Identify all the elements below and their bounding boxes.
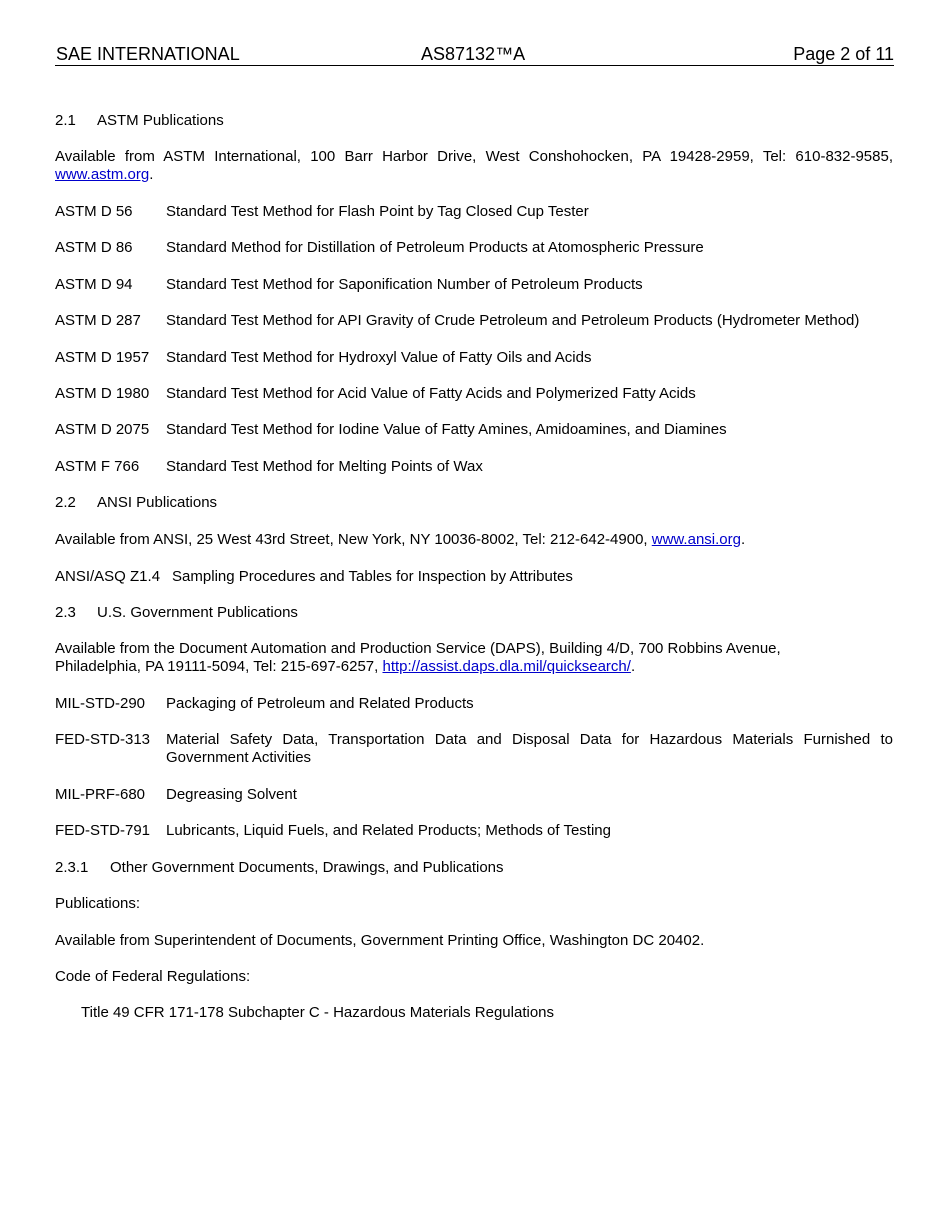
reference-code: ASTM D 56 xyxy=(55,203,133,220)
section-heading-ansi xyxy=(55,494,217,512)
ansi-availability-text: Available from ANSI, 25 West 43rd Street, New York, NY 10036-8002, Tel: 212-642-4900, xyxy=(55,531,648,548)
section-number: 2.2 xyxy=(55,494,76,511)
header-page-number: Page 2 of 11 xyxy=(793,44,894,64)
gov-availability xyxy=(55,640,893,658)
cfr-label: Code of Federal Regulations: xyxy=(55,968,251,985)
gov-availability-text-1: Available from the Document Automation and Production Service (DAPS), Building 4/D, 700 Robbins Avenue, xyxy=(55,640,781,657)
gov-link[interactable]: http://assist.daps.dla.mil/quicksearch/ xyxy=(382,658,631,675)
reference-title: Packaging of Petroleum and Related Products xyxy=(166,695,474,712)
reference-title: Standard Test Method for Hydroxyl Value of Fatty Oils and Acids xyxy=(166,349,592,366)
publications-availability: Available from Superintendent of Documents, Government Printing Office, Washington DC 20402. xyxy=(55,932,705,949)
section-number: 2.3.1 xyxy=(55,859,89,876)
header-org: SAE INTERNATIONAL xyxy=(56,44,240,64)
reference-title: Standard Test Method for Iodine Value of Fatty Amines, Amidoamines, and Diamines xyxy=(166,421,727,438)
reference-code: FED-STD-791 xyxy=(55,822,151,839)
reference-code: ANSI/ASQ Z1.4 xyxy=(55,568,161,585)
header-doc-id: AS87132™A xyxy=(421,44,526,64)
reference-code: FED-STD-313 xyxy=(55,731,151,748)
section-title: Other Government Documents, Drawings, and Publications xyxy=(110,859,504,876)
reference-code: ASTM F 766 xyxy=(55,458,140,475)
astm-link[interactable]: www.astm.org xyxy=(55,166,150,183)
reference-code: ASTM D 2075 xyxy=(55,421,150,438)
publications-label: Publications: xyxy=(55,895,141,912)
reference-code: ASTM D 1957 xyxy=(55,349,150,366)
reference-code: ASTM D 86 xyxy=(55,239,133,256)
page-header xyxy=(55,44,894,66)
section-number: 2.3 xyxy=(55,604,76,621)
reference-title: Degreasing Solvent xyxy=(166,786,297,803)
reference-title: Standard Test Method for Saponification Number of Petroleum Products xyxy=(166,276,643,293)
ansi-link[interactable]: www.ansi.org xyxy=(651,531,741,548)
reference-title: Sampling Procedures and Tables for Inspection by Attributes xyxy=(172,568,573,585)
reference-title: Standard Test Method for Acid Value of Fatty Acids and Polymerized Fatty Acids xyxy=(166,385,696,402)
reference-code: ASTM D 1980 xyxy=(55,385,150,402)
section-heading-other xyxy=(55,859,504,877)
reference-title: Standard Method for Distillation of Petroleum Products at Atomospheric Pressure xyxy=(166,239,704,256)
section-title: ASTM Publications xyxy=(97,112,224,129)
reference-code: ASTM D 94 xyxy=(55,276,133,293)
reference-item xyxy=(55,568,893,586)
reference-title: Material Safety Data, Transportation Data and Disposal Data for Hazardous Materials Furnished to Government Activities xyxy=(166,731,893,766)
reference-title: Standard Test Method for Flash Point by Tag Closed Cup Tester xyxy=(166,203,589,220)
section-number: 2.1 xyxy=(55,112,76,129)
section-title: U.S. Government Publications xyxy=(97,604,298,621)
astm-availability: Available from ASTM International, 100 Barr Harbor Drive, West Conshohocken, PA 19428-2959, Tel: 610-832-9585, www.astm.org. xyxy=(55,148,893,183)
reference-code: ASTM D 287 xyxy=(55,312,141,329)
reference-title: Standard Test Method for API Gravity of Crude Petroleum and Petroleum Products (Hydrometer Method) xyxy=(166,312,860,329)
section-heading-astm xyxy=(55,112,224,130)
gov-availability-text-2: Philadelphia, PA 19111-5094, Tel: 215-697-6257, xyxy=(55,658,379,675)
reference-code: MIL-PRF-680 xyxy=(55,786,146,803)
gov-availability-line-2: Philadelphia, PA 19111-5094, Tel: 215-697-6257, http://assist.daps.dla.mil/quicksearch/. xyxy=(55,658,636,675)
astm-availability-text: Available from ASTM International, 100 Barr Harbor Drive, West Conshohocken, PA 19428-2959, Tel: 610-832-9585, xyxy=(55,148,893,165)
reference-code: MIL-STD-290 xyxy=(55,695,146,712)
cfr-item: Title 49 CFR 171-178 Subchapter C - Hazardous Materials Regulations xyxy=(81,1004,555,1021)
reference-title: Standard Test Method for Melting Points of Wax xyxy=(166,458,483,475)
section-title: ANSI Publications xyxy=(97,494,218,511)
section-heading-gov xyxy=(55,604,298,622)
reference-title: Lubricants, Liquid Fuels, and Related Products; Methods of Testing xyxy=(166,822,611,839)
ansi-availability: Available from ANSI, 25 West 43rd Street, New York, NY 10036-8002, Tel: 212-642-4900, www.ansi.org. xyxy=(55,531,746,548)
